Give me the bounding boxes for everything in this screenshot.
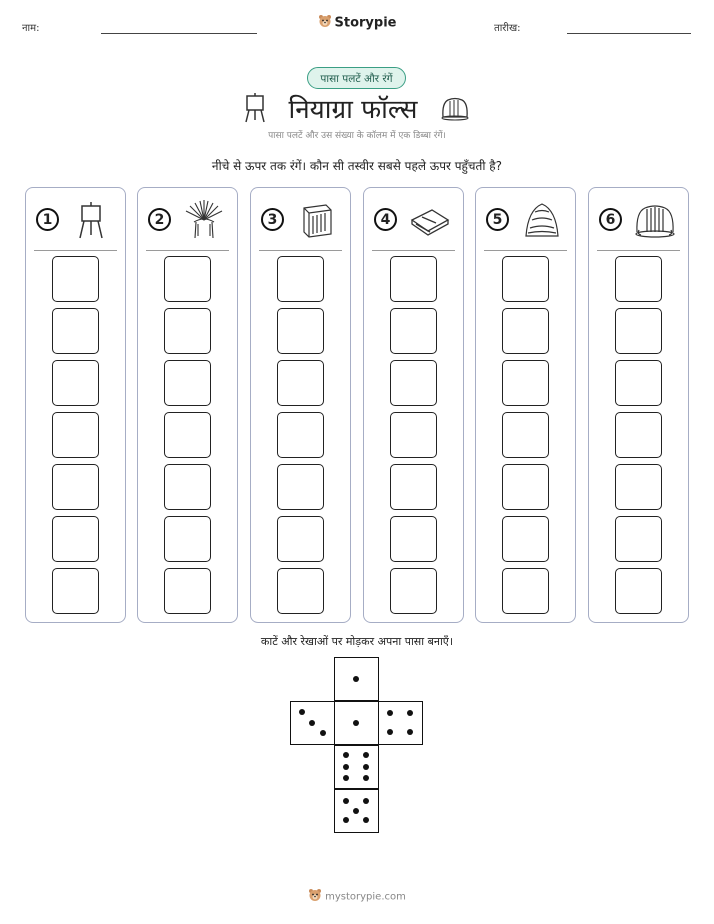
color-box[interactable]	[164, 412, 211, 458]
rock-pile-icon	[520, 200, 564, 240]
column-1	[25, 187, 126, 623]
date-label: तारीख:	[494, 23, 521, 34]
column-number: 4	[374, 208, 397, 231]
wood-block-icon	[295, 200, 339, 240]
color-box[interactable]	[502, 516, 549, 562]
brand-name: Storypie	[334, 15, 397, 31]
dice-pip	[407, 729, 413, 735]
color-box[interactable]	[52, 568, 99, 614]
easel-icon	[244, 93, 266, 123]
dice-face-4	[378, 701, 423, 745]
color-box[interactable]	[502, 568, 549, 614]
column-number: 6	[599, 208, 622, 231]
color-box[interactable]	[390, 412, 437, 458]
dice-pip	[363, 775, 369, 781]
column-number: 1	[36, 208, 59, 231]
color-box[interactable]	[277, 308, 324, 354]
column-divider	[484, 250, 567, 251]
color-box[interactable]	[164, 308, 211, 354]
footer-url: mystorypie.com	[325, 891, 406, 903]
title-text: नियाग्रा फॉल्स	[288, 95, 418, 125]
book-icon	[408, 200, 452, 240]
dice-pip	[353, 720, 359, 726]
color-box[interactable]	[52, 256, 99, 302]
dice-pip	[363, 817, 369, 823]
column-2	[137, 187, 238, 623]
name-line[interactable]	[101, 33, 257, 34]
column-number: 3	[261, 208, 284, 231]
dice-pip	[387, 729, 393, 735]
color-box[interactable]	[277, 516, 324, 562]
dice-pip	[387, 710, 393, 716]
dice-pip	[343, 752, 349, 758]
column-divider	[372, 250, 455, 251]
dice-pip	[363, 798, 369, 804]
color-box[interactable]	[390, 464, 437, 510]
dice-pip	[343, 775, 349, 781]
name-label: नाम:	[22, 23, 40, 34]
column-divider	[146, 250, 229, 251]
dice-face-1	[334, 701, 379, 745]
color-box[interactable]	[52, 360, 99, 406]
color-box[interactable]	[164, 568, 211, 614]
color-box[interactable]	[277, 412, 324, 458]
color-box[interactable]	[390, 516, 437, 562]
color-box[interactable]	[615, 516, 662, 562]
dice-instruction: काटें और रेखाओं पर मोड़कर अपना पासा बनाएँ।	[260, 635, 454, 648]
activity-badge: पासा पलटें और रंगें	[307, 67, 406, 89]
color-box[interactable]	[615, 412, 662, 458]
color-box[interactable]	[164, 360, 211, 406]
column-4	[363, 187, 464, 623]
color-box[interactable]	[164, 464, 211, 510]
color-box[interactable]	[502, 464, 549, 510]
color-box[interactable]	[52, 516, 99, 562]
easel-icon	[70, 200, 114, 240]
color-box[interactable]	[52, 308, 99, 354]
column-3	[250, 187, 351, 623]
color-box[interactable]	[52, 464, 99, 510]
column-number: 5	[486, 208, 509, 231]
bear-logo-icon	[318, 14, 332, 32]
page-title	[0, 90, 714, 126]
dice-pip	[363, 764, 369, 770]
color-box[interactable]	[615, 308, 662, 354]
dice-face-5	[334, 789, 379, 833]
dice-pip	[353, 676, 359, 682]
instruction: नीचे से ऊपर तक रंगें। कौन सी तस्वीर सबसे पहले ऊपर पहुँचती है?	[211, 159, 503, 173]
color-box[interactable]	[502, 256, 549, 302]
waterfall-icon	[633, 200, 677, 240]
dice-pip	[343, 817, 349, 823]
dice-pip	[299, 709, 305, 715]
dice-face-6	[334, 745, 379, 789]
footer	[0, 888, 714, 905]
color-box[interactable]	[390, 308, 437, 354]
waterfall-icon	[440, 95, 470, 121]
dice-pip	[363, 752, 369, 758]
column-5	[475, 187, 576, 623]
color-box[interactable]	[277, 256, 324, 302]
column-6	[588, 187, 689, 623]
subtitle: पासा पलटें और उस संख्या के कॉलम में एक डिब्बा रंगें।	[268, 131, 446, 141]
dice-face-1	[334, 657, 379, 701]
color-box[interactable]	[277, 360, 324, 406]
color-box[interactable]	[615, 256, 662, 302]
column-divider	[597, 250, 680, 251]
color-box[interactable]	[390, 256, 437, 302]
color-box[interactable]	[277, 464, 324, 510]
color-box[interactable]	[164, 516, 211, 562]
color-box[interactable]	[502, 360, 549, 406]
dice-pip	[353, 808, 359, 814]
color-box[interactable]	[164, 256, 211, 302]
color-box[interactable]	[277, 568, 324, 614]
brand-logo	[0, 14, 714, 32]
color-box[interactable]	[390, 568, 437, 614]
color-box[interactable]	[502, 412, 549, 458]
column-divider	[34, 250, 117, 251]
bear-logo-icon	[308, 888, 322, 905]
dice-pip	[407, 710, 413, 716]
dice-pip	[343, 798, 349, 804]
dice-pip	[343, 764, 349, 770]
date-line[interactable]	[567, 33, 691, 34]
dice-pip	[309, 720, 315, 726]
column-divider	[259, 250, 342, 251]
column-number: 2	[148, 208, 171, 231]
dice-pip	[320, 730, 326, 736]
dice-face-3	[290, 701, 335, 745]
color-box[interactable]	[615, 360, 662, 406]
color-box[interactable]	[615, 568, 662, 614]
headdress-icon	[182, 200, 226, 240]
color-box[interactable]	[615, 464, 662, 510]
color-box[interactable]	[502, 308, 549, 354]
color-box[interactable]	[52, 412, 99, 458]
color-box[interactable]	[390, 360, 437, 406]
